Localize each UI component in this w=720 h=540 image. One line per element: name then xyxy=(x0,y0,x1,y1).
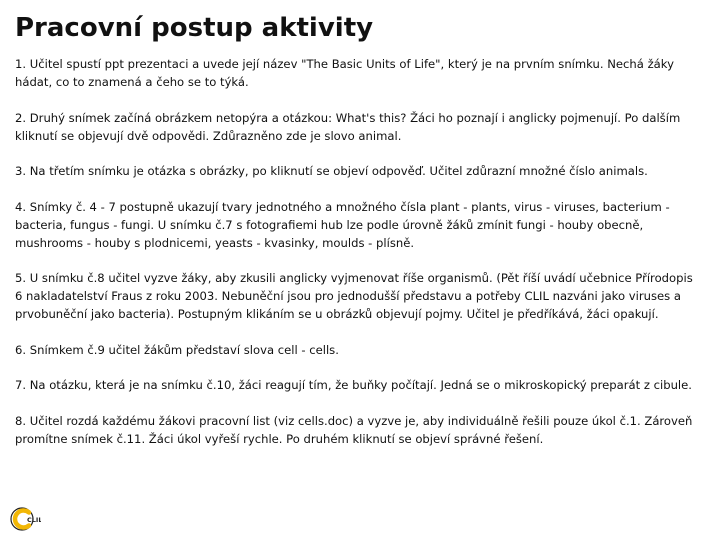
step-4: 4. Snímky č. 4 - 7 postupně ukazují tvary jednotného a množného čísla plant - plants, virus - viruses, bacterium - bacteria, fungus - fungi. U snímku č.7 s fotografiemi hub lze podle úrovně žáků zmínit fungi - houby obecně, mushrooms - houby s plodnicemi, yeasts - kvasinky, moulds - plísně. xyxy=(15,199,670,250)
step-7: 7. Na otázku, která je na snímku č.10, žáci reagují tím, že buňky počítají. Jedná se o mikroskopický preparát z cibule. xyxy=(15,378,692,392)
step-6: 6. Snímkem č.9 učitel žákům představí slova cell - cells. xyxy=(15,342,339,357)
clil-logo-text: CLIL xyxy=(27,516,41,524)
step-3: 3. Na třetím snímku je otázka s obrázky, po kliknutí se objeví odpověď. Učitel zdůrazní množné číslo animals. xyxy=(15,164,648,178)
clil-logo xyxy=(9,505,41,533)
step-2: 2. Druhý snímek začíná obrázkem netopýra a otázkou: What's this? Žáci ho poznají i anglicky pojmenují. Po dalším kliknutí se objevují dvě odpovědi. Zdůrazněno zde je slovo animal. xyxy=(15,110,681,143)
step-5: 5. U snímku č.8 učitel vyzve žáky, aby zkusili anglicky vyjmenovat říše organismů. (Pět říší uvádí učebnice Přírodopis 6 nakladatelství Fraus z roku 2003. Nebuněční jsou pro jednodušší představu a potřeby CLIL nazváni jako viruses a prvobuněční jako bacteria). Postupným klikáním se u obrázků objevují pojmy. Učitel je předříkává, žáci opakují. xyxy=(15,271,693,321)
step-8: 8. Učitel rozdá každému žákovi pracovní list (viz cells.doc) a vyzve je, aby individuálně řešili pouze úkol č.1. Zároveň promítne snímek č.11. Žáci úkol vyřeší rychle. Po druhém kliknutí se objeví správné řešení. xyxy=(15,413,693,446)
clil-logo-icon xyxy=(9,505,41,533)
activity-steps xyxy=(15,55,700,465)
page-title: Pracovní postup aktivity xyxy=(15,13,374,43)
step-1: 1. Učitel spustí ppt prezentaci a uvede její název "The Basic Units of Life", který je na prvním snímku. Nechá žáky hádat, co to znamená a čeho se to týká. xyxy=(15,57,674,89)
